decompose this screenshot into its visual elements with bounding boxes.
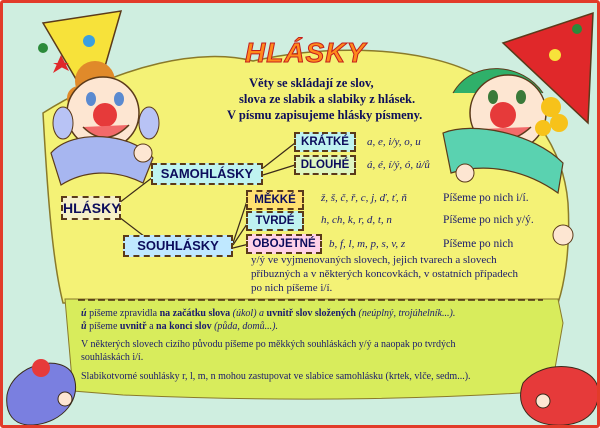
note-u-krouzek-inside: ů píšeme uvnitř a na konci slov (půda, domů...). xyxy=(81,321,278,332)
node-souhlasky: SOUHLÁSKY xyxy=(123,235,233,257)
hard-consonants-examples: h, ch, k, r, d, t, n xyxy=(321,214,392,226)
soft-consonants-rule: Píšeme po nich i/í. xyxy=(443,192,529,204)
node-dlouhe: DLOUHÉ xyxy=(294,155,356,175)
node-kratke: KRÁTKÉ xyxy=(294,132,356,152)
hard-consonants-rule: Píšeme po nich y/ý. xyxy=(443,214,534,226)
node-mekke: MĚKKÉ xyxy=(246,190,304,210)
soft-consonants-examples: ž, š, č, ř, c, j, ď, ť, ň xyxy=(321,192,407,204)
intro-line-2: slova ze slabik a slabiky z hlásek. xyxy=(239,92,416,106)
intro-line-1: Věty se skládají ze slov, xyxy=(249,76,374,90)
ambiguous-detail-3: po nich píšeme i/í. xyxy=(251,282,333,294)
node-samohlasky: SAMOHLÁSKY xyxy=(151,163,263,185)
node-obojetne: OBOJETNÉ xyxy=(246,234,322,254)
note-u-kroužek-start: ú píšeme zpravidla na začátku slova (úkol) a uvnitř slov složených (neúplný, trojúhelník...). xyxy=(81,308,456,319)
node-tvrde: TVRDÉ xyxy=(246,211,304,231)
right-shoe-icon xyxy=(521,367,599,426)
note-foreign-1: V některých slovech cizího původu píšeme po měkkých souhláskách y/ý a naopak po tvrdých xyxy=(81,339,456,350)
intro-line-3: V písmu zapisujeme hlásky písmeny. xyxy=(227,108,423,122)
left-shoe-icon xyxy=(7,359,76,425)
note-foreign-2: souhláskách i/í. xyxy=(81,352,144,363)
node-hlasky: HLÁSKY xyxy=(61,196,121,220)
short-vowels-examples: a, e, i/y, o, u xyxy=(367,136,421,148)
ambiguous-detail-2: příbuzných a v některých koncovkách, v ostatních případech xyxy=(251,268,518,280)
ambiguous-detail-1: y/ý ve vyjmenovaných slovech, jejich tvarech a slovech xyxy=(251,254,497,266)
page-title: HLÁSKY xyxy=(245,37,367,68)
long-vowels-examples: á, é, í/ý, ó, ú/ů xyxy=(367,159,430,171)
note-syllabic: Slabikotvorné souhlásky r, l, m, n mohou zastupovat ve slabice samohlásku (krtek, vlče, sedm...). xyxy=(81,371,471,382)
ambiguous-consonants-examples: b, f, l, m, p, s, v, z xyxy=(329,238,406,250)
ambiguous-consonants-rule: Píšeme po nich xyxy=(443,238,514,250)
